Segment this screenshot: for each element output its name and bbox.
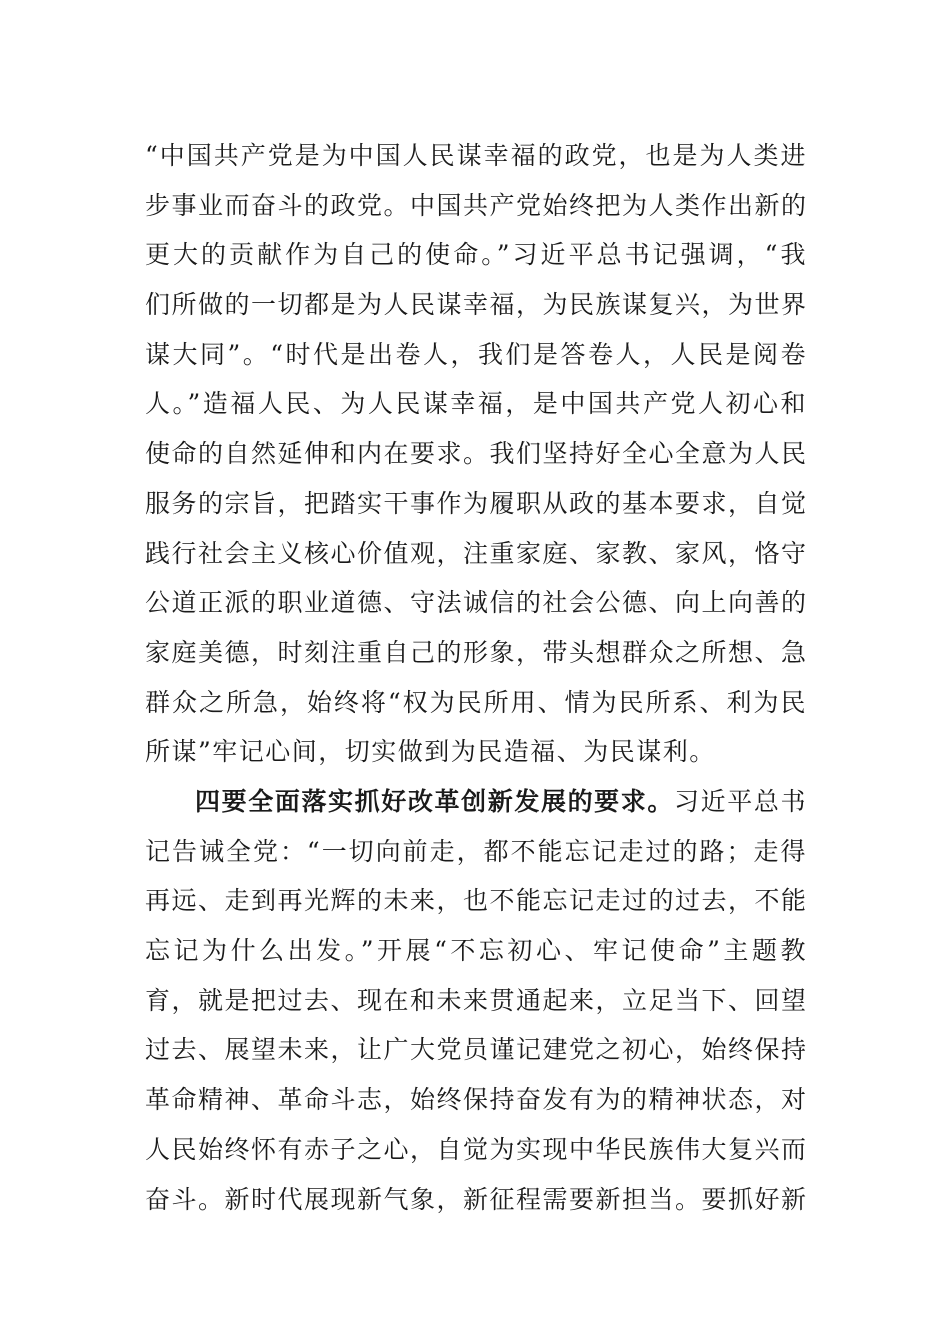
paragraph-2-first-line <box>145 777 807 827</box>
text-line: 更大的贡献作为自己的使命。”习近平总书记强调，“我 <box>145 240 807 270</box>
paragraph-heading: 四要全面落实抓好改革创新发展的要求。 <box>195 787 675 816</box>
text-line: 人民始终怀有赤子之心，自觉为实现中华民族伟大复兴而 <box>145 1134 808 1164</box>
text-line: 践行社会主义核心价值观，注重家庭、家教、家风，恪守 <box>145 538 808 568</box>
text-line: 谋大同”。“时代是出卷人，我们是答卷人，人民是阅卷 <box>145 339 807 369</box>
text-line: 步事业而奋斗的政党。中国共产党始终把为人类作出新的 <box>145 190 808 220</box>
paragraph-1 <box>145 131 807 777</box>
text-line: 家庭美德，时刻注重自己的形象，带头想群众之所想、急 <box>145 637 808 667</box>
text-line: 奋斗。新时代展现新气象，新征程需要新担当。要抓好新 <box>145 1184 808 1214</box>
text-line: 革命精神、革命斗志，始终保持奋发有为的精神状态，对 <box>145 1085 808 1115</box>
text-line: 记告诫全党：“一切向前走，都不能忘记走过的路；走得 <box>145 836 807 866</box>
text-line: 人。”造福人民、为人民谋幸福，是中国共产党人初心和 <box>145 389 807 419</box>
text-run: 习近平总书 <box>674 787 807 816</box>
text-line: 育，就是把过去、现在和未来贯通起来，立足当下、回望 <box>145 985 808 1015</box>
text-line: 使命的自然延伸和内在要求。我们坚持好全心全意为人民 <box>145 439 808 469</box>
text-line: 服务的宗旨，把踏实干事作为履职从政的基本要求，自觉 <box>145 488 808 518</box>
text-line: “中国共产党是为中国人民谋幸福的政党，也是为人类进 <box>145 141 807 170</box>
paragraph-2 <box>145 777 807 1224</box>
text-line: 忘记为什么出发。”开展“不忘初心、牢记使命”主题教 <box>145 936 807 966</box>
text-line: 再远、走到再光辉的未来，也不能忘记走过的过去，不能 <box>145 886 808 916</box>
text-line: 群众之所急，始终将“权为民所用、情为民所系、利为民 <box>145 687 807 717</box>
text-line: 公道正派的职业道德、守法诚信的社会公德、向上向善的 <box>145 588 808 618</box>
text-line: 所谋”牢记心间，切实做到为民造福、为民谋利。 <box>145 737 716 767</box>
text-line: 们所做的一切都是为人民谋幸福，为民族谋复兴，为世界 <box>145 290 808 320</box>
text-line: 过去、展望未来，让广大党员谨记建党之初心，始终保持 <box>145 1035 808 1065</box>
